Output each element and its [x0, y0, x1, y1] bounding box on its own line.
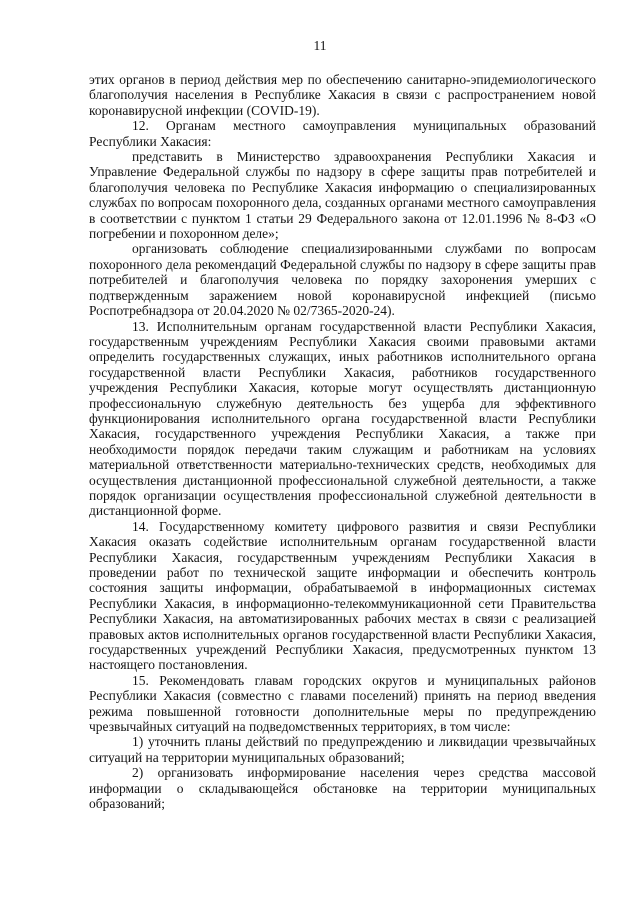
paragraph-item-13: 13. Исполнительным органам государственной власти Республики Хакасия, государственным учреждениям Республики Хакасия своими правовыми актами определить государственных служащих, иных работников исполнительного органа государственной власти Республики Хакасия, работников государственного учреждения Республики Хакасия, которые могут осуществлять дистанционную профессиональную служебную деятельность без ущерба для эффективного функционирования исполнительного органа государственной власти Республики Хакасия, государственного учреждения Республики Хакасия, а также при необходимости порядок передачи таким служащим и работникам на условиях материальной ответственности материально-технических средств, необходимых для осуществления дистанционной профессиональной служебной деятельности, а также порядок организации осуществления профессиональной служебной деятельности в дистанционной форме. — [89, 318, 596, 519]
paragraph-item-15-sub-1: 1) уточнить планы действий по предупреждению и ликвидации чрезвычайных ситуаций на территории муниципальных образований; — [89, 734, 596, 765]
page-number: 11 — [313, 38, 327, 53]
paragraph-item-15-sub-2: 2) организовать информирование населения через средства массовой информации о складывающейся обстановке на территории муниципальных образований; — [89, 765, 596, 812]
paragraph-item-12-submit-info: представить в Министерство здравоохранения Республики Хакасия и Управление Федеральной службы по надзору в сфере защиты прав потребителей и благополучия человека по Республике Хакасия информацию о специализированных службах по вопросам похоронного дела, созданных органами местного самоуправления в соответствии с пунктом 1 статьи 29 Федерального закона от 12.01.1996 № 8-ФЗ «О погребении и похоронном деле»; — [89, 149, 596, 242]
paragraph-item-14: 14. Государственному комитету цифрового развития и связи Республики Хакасия оказать содействие исполнительным органам государственной власти Республики Хакасия, государственным учреждениям Республики Хакасия в проведении работ по технической защите информации и обеспечить контроль состояния защиты информации, обрабатываемой в информационных системах Республики Хакасия, в информационно-телекоммуникационной сети Правительства Республики Хакасия, на автоматизированных рабочих местах в связи с реализацией правовых актов исполнительных органов государственной власти Республики Хакасия, государственных учреждений Республики Хакасия, предусмотренных пунктом 13 настоящего постановления. — [89, 518, 596, 673]
paragraph-item-12-organize: организовать соблюдение специализированными службами по вопросам похоронного дела рекомендаций Федеральной службы по надзору в сфере защиты прав потребителей и благополучия человека по порядку захоронения умерших с подтвержденным заражением новой коронавирусной инфекцией (письмо Роспотребнадзора от 20.04.2020 № 02/7365-2020-24). — [89, 241, 596, 319]
paragraph-item-15: 15. Рекомендовать главам городских округов и муниципальных районов Республики Хакасия (совместно с главами поселений) принять на период введения режима повышенной готовности дополнительные меры по предупреждению чрезвычайных ситуаций на подведомственных территориях, в том числе: — [89, 672, 596, 735]
document-body — [89, 72, 596, 812]
paragraph-continuation: этих органов в период действия мер по обеспечению санитарно-эпидемиологического благополучия населения в Республике Хакасия в связи с распространением новой коронавирусной инфекции (COVID-19). — [89, 72, 596, 118]
paragraph-item-12: 12. Органам местного самоуправления муниципальных образований Республики Хакасия: — [89, 118, 596, 149]
